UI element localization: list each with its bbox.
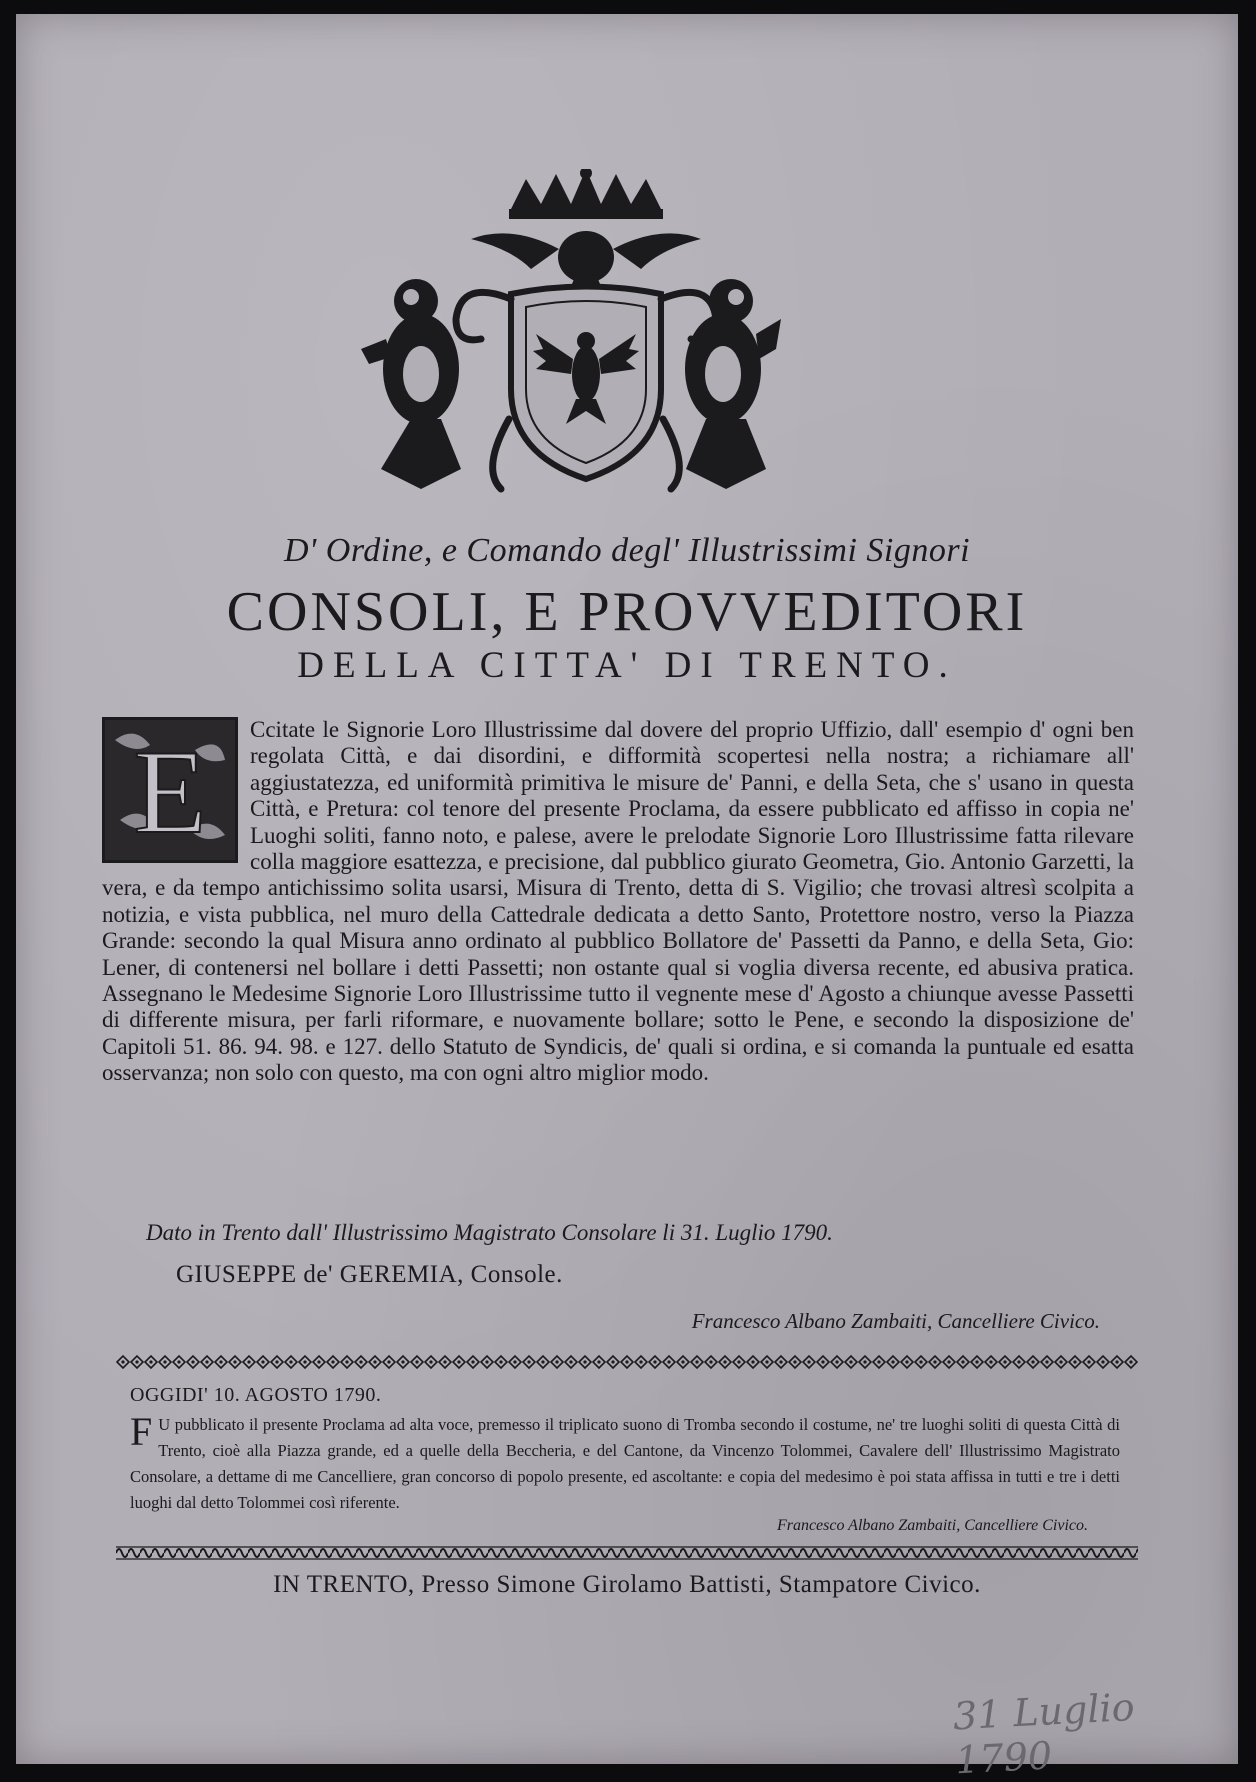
proclamation-sheet	[16, 14, 1238, 1782]
record-signature: Francesco Albano Zambaiti, Cancelliere Civico.	[776, 1517, 1088, 1534]
heading-by-order: D' Ordine, e Comando degl' Illustrissimi Signori	[283, 532, 971, 569]
dated-line: Dato in Trento dall' Illustrissimo Magistrato Consolare li 31. Luglio 1790.	[146, 1220, 833, 1245]
coat-of-arms-emblem	[361, 169, 781, 499]
handwritten-date-note: 31 Luglio 1790	[951, 1684, 1136, 1782]
printer-imprint: IN TRENTO, Presso Simone Girolamo Battisti, Stampatore Civico.	[273, 1571, 981, 1598]
proclamation-body	[102, 717, 1134, 1087]
heading-city: DELLA CITTA' DI TRENTO.	[297, 645, 957, 686]
publication-record	[130, 1409, 1120, 1516]
record-initial: F	[130, 1409, 153, 1454]
ornament-divider-bottom	[116, 1544, 1138, 1562]
body-text: Ccitate le Signorie Loro Illustrissime dal dovere del proprio Uffizio, dall' esempio d' ogni ben regolata Città, e dai disordini, e difformità scopertesi nella nostra; a richiamare all' aggiustatezza, ed uniformità primitiva le misure de' Panni, e della Seta, che s' usano in questa Città, e Pretura: col tenore del presente Proclama, da essere pubblicato ed affisso in copia ne' Luoghi soliti, fanno noto, e palese, avere le prelodate Signorie Loro Illustrissime fatta rilevare colla maggiore esattezza, e precisione, dal pubblico giurato Geometra, Gio. Antonio Garzetti, la vera, e da tempo antichissimo solita usarsi, Misura di Trento, detta di S. Vigilio; che trovasi altresì scolpita a notizia, e vista pubblica, nel muro della Cattedrale dedicata a detto Santo, Protettore nostro, verso la Piazza Grande: secondo la qual Misura anno ordinato al pubblico Bollatore de' Passetti da Panno, e della Seta, Gio: Lener, di contenersi nel bollare i detti Passetti; non ostante qual si voglia diversa recente, ed abusiva pratica. Assegnano le Medesime Signorie Loro Illustrissime tutto il vegnente mese d' Agosto a chiunque avesse Passetti di differente misura, per farli riformare, e nuovamente bollare; sotto le Pene, e secondo la disposizione de' Capitoli 51. 86. 94. 98. e 127. dello Statuto de Syndicis, de' quali si ordina, e si comanda la puntuale ed esatta osservanza; non solo con questo, ma con ogni altro miglior modo.	[102, 717, 1134, 1086]
ornament-divider-top	[116, 1354, 1138, 1370]
decorated-initial	[102, 717, 238, 863]
heading-consuls: CONSOLI, E PROVVEDITORI	[226, 581, 1028, 643]
consul-name: GIUSEPPE de' GEREMIA, Console.	[176, 1261, 563, 1288]
record-text: U pubblicato il presente Proclama ad alta voce, premesso il triplicato suono di Tromba secondo il costume, ne' tre luoghi soliti di questa Città di Trento, cioè alla Piazza grande, ed a quelle della Beccheria, e del Cantone, da Vincenzo Tolommei, Cavalere dell' Illustrissimo Magistrato Consolare, a dettame di me Cancelliere, gran concorso di popolo presente, ed ascoltante: e copia del medesimo è poi stata affissa in tutti e tre i detti luoghi dal detto Tolommei così riferente.	[130, 1415, 1120, 1512]
initial-letter: E	[133, 725, 207, 858]
chancellor-signature: Francesco Albano Zambaiti, Cancelliere Civico.	[691, 1309, 1100, 1333]
publication-date: OGGIDI' 10. AGOSTO 1790.	[130, 1384, 382, 1406]
